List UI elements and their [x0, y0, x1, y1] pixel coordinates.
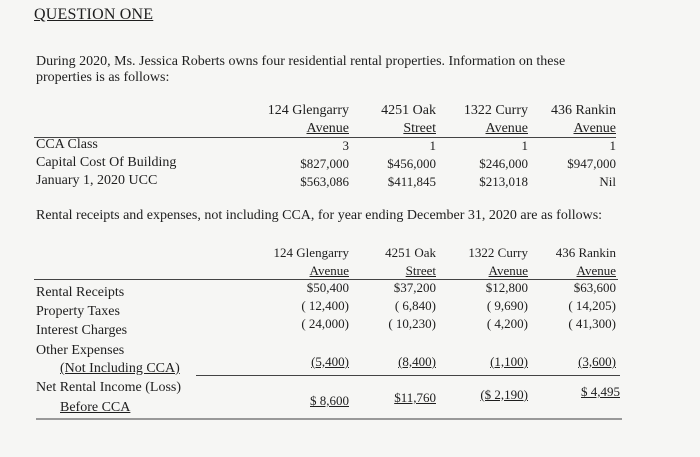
- t2-cell: ( 14,205): [568, 298, 616, 313]
- t1-cell: $213,018: [479, 174, 528, 189]
- t2-bottom-rule: [36, 418, 622, 420]
- t1-cell: Nil: [599, 174, 616, 189]
- t2-cell: ( 24,000): [301, 316, 349, 331]
- t2-cell: ( 6,840): [394, 298, 436, 313]
- t2-cell: $50,400: [306, 280, 349, 295]
- t1-header-curry: 1322 Curry Avenue: [463, 103, 528, 136]
- t2-cell: $ 8,600: [310, 393, 349, 408]
- t2-row-label-rental-receipts: Rental Receipts: [36, 285, 125, 300]
- t2-cell: ( 12,400): [301, 298, 349, 313]
- t2-row-label-interest: Interest Charges: [36, 323, 128, 338]
- page-title: QUESTION ONE: [34, 6, 154, 23]
- t1-header-oak: 4251 Oak Street: [381, 103, 436, 136]
- t2-cell: (1,100): [490, 354, 528, 369]
- t2-row-label-property-taxes: Property Taxes: [36, 304, 120, 319]
- t2-row-label-other-expenses: Other Expenses: [36, 343, 125, 358]
- t1-cell: $827,000: [300, 156, 349, 171]
- t2-subtotal-rule: [196, 375, 620, 376]
- t1-cell: $246,000: [479, 156, 528, 171]
- t1-header-rule: [34, 137, 616, 138]
- t1-row-label-cca-class: CCA Class: [36, 137, 98, 152]
- t2-header-rankin: 436 Rankin Avenue: [555, 245, 616, 278]
- t2-cell: ($ 2,190): [480, 387, 528, 402]
- t1-row-label-capital-cost: Capital Cost Of Building: [36, 155, 177, 170]
- t1-cell: $563,086: [300, 174, 349, 189]
- t1-cell: 1: [609, 138, 616, 153]
- t2-header-curry: 1322 Curry Avenue: [468, 245, 528, 278]
- t1-cell: 3: [342, 138, 349, 153]
- t2-header-oak: 4251 Oak Street: [385, 245, 436, 278]
- t2-cell: $63,600: [573, 280, 616, 295]
- t1-header-rankin: 436 Rankin Avenue: [551, 103, 616, 136]
- t2-cell: (8,400): [398, 354, 436, 369]
- rental-sentence: Rental receipts and expenses, not including CCA, for year ending December 31, 2020 are as follows:: [36, 208, 603, 223]
- t1-cell: $456,000: [387, 156, 436, 171]
- t1-header-glengarry: 124 Glengarry Avenue: [267, 103, 349, 136]
- t2-cell: $11,760: [394, 390, 436, 405]
- t2-cell: ( 9,690): [486, 298, 528, 313]
- t2-cell: $12,800: [485, 280, 528, 295]
- t1-cell: $947,000: [567, 156, 616, 171]
- t2-row-label-before-cca: Before CCA: [60, 400, 131, 415]
- t1-cell: $411,845: [387, 174, 436, 189]
- t1-row-label-ucc: January 1, 2020 UCC: [36, 173, 158, 188]
- t2-row-label-net-income: Net Rental Income (Loss): [36, 380, 182, 395]
- t1-cell: 1: [521, 138, 528, 153]
- t2-cell: ( 4,200): [486, 316, 528, 331]
- t1-cell: 1: [429, 138, 436, 153]
- t2-cell: $ 4,495: [581, 384, 620, 399]
- intro-paragraph: During 2020, Ms. Jessica Roberts owns four residential rental properties. Information on these properties is as follows:: [36, 54, 566, 85]
- t2-cell: $37,200: [393, 280, 436, 295]
- t2-cell: ( 41,300): [568, 316, 616, 331]
- t2-cell: (3,600): [578, 354, 616, 369]
- t2-cell: ( 10,230): [388, 316, 436, 331]
- t2-header-glengarry: 124 Glengarry Avenue: [273, 245, 349, 278]
- t2-cell: (5,400): [311, 354, 349, 369]
- t2-row-label-not-including-cca: (Not Including CCA): [60, 361, 180, 376]
